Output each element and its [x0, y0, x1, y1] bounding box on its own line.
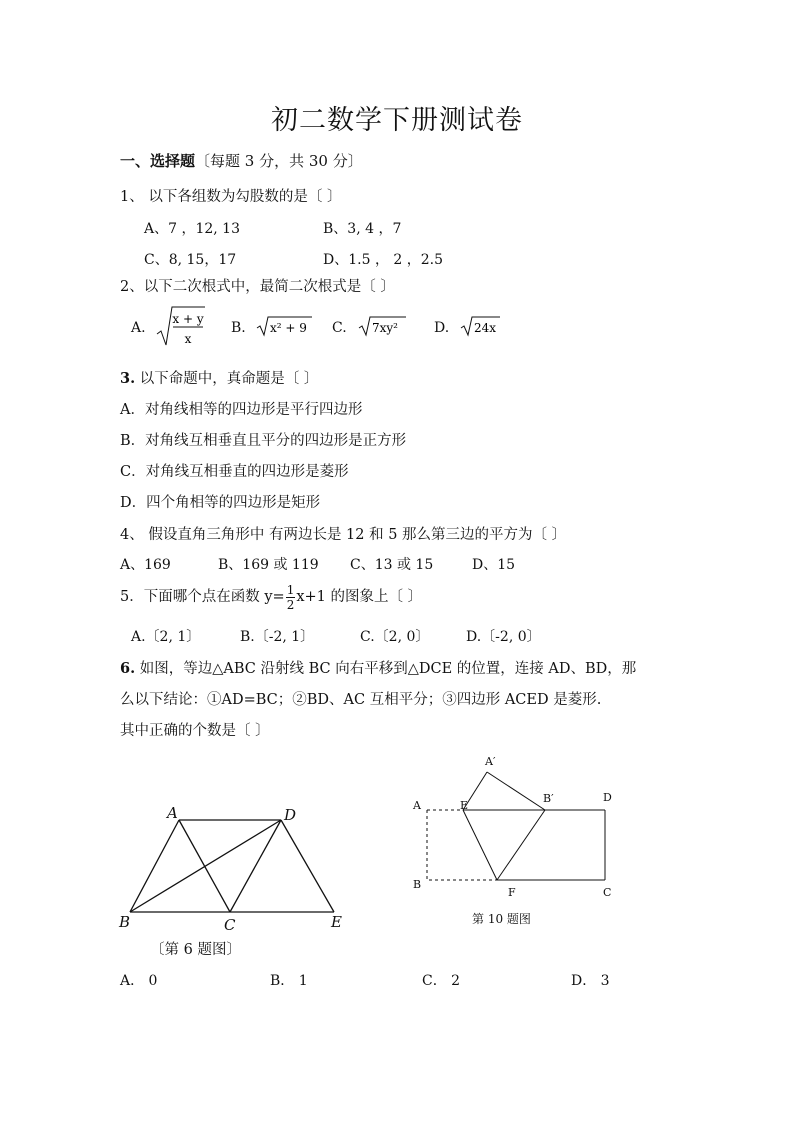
section-title: 一、选择题	[120, 152, 196, 170]
fig6-segment-dc	[230, 820, 281, 912]
q6-option-d: D． 3	[571, 973, 610, 989]
fig10-dashed-abf	[427, 810, 497, 880]
fig10-label-a-prime: A′	[485, 755, 496, 768]
fig10-label-a: A	[413, 799, 421, 812]
q5-stem	[120, 580, 422, 614]
q1-option-b: B、3, 4 ，7	[323, 221, 402, 237]
q5-frac-den: 2	[286, 597, 295, 612]
q6-option-c: C． 2	[422, 973, 461, 989]
fig10-segment-ef	[463, 810, 497, 880]
q5-option-c: C.〔2, 0〕	[360, 629, 430, 645]
fig10-label-b-prime: B′	[543, 792, 554, 805]
q5-option-d: D.〔-2, 0〕	[466, 629, 541, 645]
fig6-segment-bd	[130, 820, 281, 912]
q5-fraction	[286, 583, 296, 612]
q2-option-b-radical	[256, 315, 314, 337]
q2-c-expr: 7xy²	[372, 321, 398, 335]
q3-option-b: B．对角线互相垂直且平分的四边形是正方形	[120, 433, 407, 449]
q6-number: 6.	[120, 660, 136, 677]
fig6-label-a: A	[167, 804, 178, 822]
q2-option-a-radical	[155, 304, 207, 348]
q2-stem: 2、以下二次根式中，最简二次根式是〔 〕	[120, 279, 395, 295]
q5-stem-pre: 5．下面哪个点在函数 y=	[120, 589, 285, 605]
fig6-label-c: C	[224, 916, 236, 934]
fig6-caption: 〔第 6 题图〕	[150, 942, 241, 958]
fig10-segment-b-prime-f	[497, 810, 545, 880]
q3-stem-text: 以下命题中，真命题是〔 〕	[135, 371, 319, 387]
q4-option-b: B、169 或 119	[218, 557, 319, 573]
q2-d-expr: 24x	[474, 321, 497, 335]
page-title: 初二数学下册测试卷	[271, 105, 523, 136]
q4-stem: 4、 假设直角三角形中 有两边长是 12 和 5 那么第三边的平方为〔 〕	[120, 527, 567, 543]
q6-line1-text: 如图，等边△ABC 沿射线 BC 向右平移到△DCE 的位置，连接 AD、BD，那	[135, 661, 637, 677]
fig10-caption: 第 10 题图	[472, 912, 531, 926]
section-heading	[120, 150, 363, 171]
q1-stem: 1、 以下各组数为勾股数的是〔 〕	[120, 189, 342, 205]
q3-stem	[120, 367, 318, 388]
fig6-label-d: D	[284, 806, 297, 824]
q4-option-a: A、169	[120, 557, 171, 573]
fig6-label-e: E	[331, 913, 342, 931]
figure-6	[110, 800, 360, 935]
fig10-segment-a-prime-b-prime	[487, 772, 545, 810]
q6-line2: 么以下结论：①AD=BC；②BD、AC 互相平分；③四边形 ACED 是菱形.	[120, 692, 602, 708]
fig6-segment-de	[281, 820, 334, 912]
q3-number: 3.	[120, 370, 136, 387]
q1-option-a: A、7 ，12, 13	[144, 221, 240, 237]
fig10-label-c: C	[603, 886, 612, 899]
q2-option-c-radical	[358, 315, 408, 337]
fig10-label-f: F	[508, 886, 516, 899]
fig10-label-e: E	[460, 799, 469, 812]
fig10-label-d: D	[603, 791, 612, 804]
fig6-label-b: B	[119, 913, 131, 931]
q6-option-a: A． 0	[120, 973, 158, 989]
q2-option-d-label: D.	[434, 320, 450, 336]
q2-option-d-radical	[460, 315, 502, 337]
q5-option-a: A.〔2, 1〕	[131, 629, 201, 645]
q4-option-c: C、13 或 15	[350, 557, 434, 573]
q2-a-denominator: x	[184, 332, 192, 346]
fig6-segment-ab	[130, 820, 179, 912]
q1-option-c: C、8, 15，17	[144, 252, 237, 268]
q2-a-numerator: x + y	[172, 312, 204, 326]
q2-option-c-label: C.	[332, 320, 347, 336]
fig10-label-b: B	[413, 878, 422, 891]
q2-option-a-label: A.	[131, 320, 146, 336]
q5-stem-post: x+1 的图象上〔 〕	[296, 589, 423, 605]
q3-option-d: D．四个角相等的四边形是矩形	[120, 495, 321, 511]
figure-10	[405, 750, 625, 910]
q3-option-a: A．对角线相等的四边形是平行四边形	[120, 402, 363, 418]
q6-line1	[120, 657, 636, 678]
q4-option-d: D、15	[472, 557, 516, 573]
q2-b-expr: x² + 9	[270, 321, 307, 335]
section-note: 〔每题 3 分，共 30 分〕	[195, 152, 363, 170]
q5-frac-num: 1	[286, 582, 295, 597]
q6-line3: 其中正确的个数是〔 〕	[120, 723, 270, 739]
q5-option-b: B.〔-2, 1〕	[240, 629, 315, 645]
q6-option-b: B． 1	[270, 973, 308, 989]
q2-option-b-label: B.	[231, 320, 246, 336]
q3-option-c: C．对角线互相垂直的四边形是菱形	[120, 464, 349, 480]
q1-option-d: D、1.5 ， 2 ，2.5	[323, 252, 444, 268]
